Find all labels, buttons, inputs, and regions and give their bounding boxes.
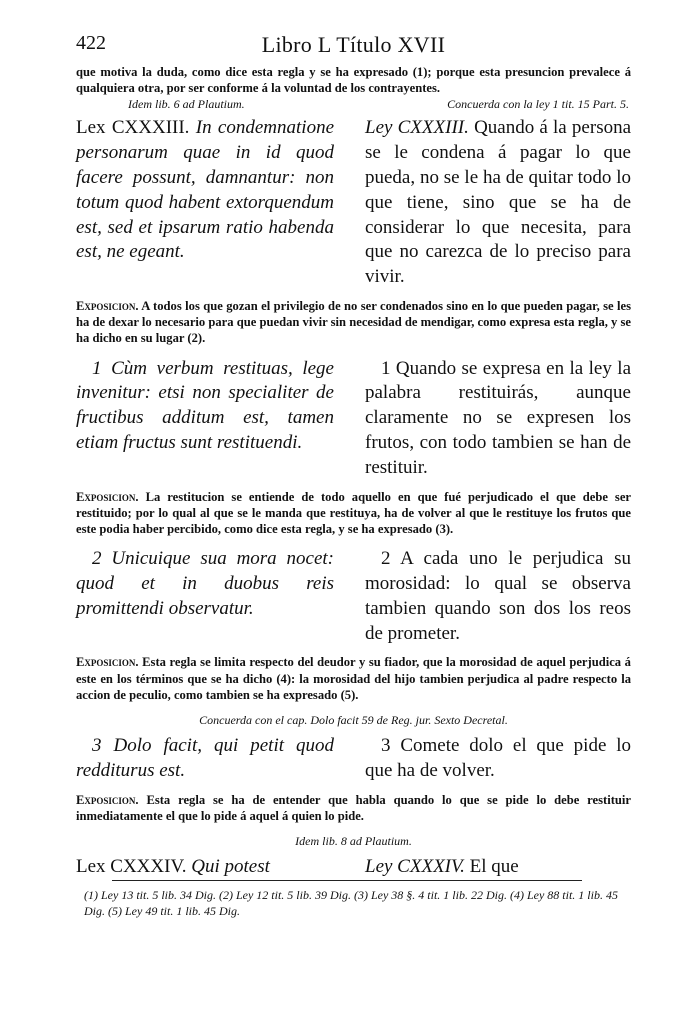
lex-heading: Lex CXXXIII. bbox=[76, 117, 190, 139]
spanish-body: Comete dolo el que pide lo que ha de volver. bbox=[365, 734, 632, 781]
rule-number: 2 bbox=[92, 548, 102, 570]
ley-heading: Ley CXXXIV. bbox=[365, 855, 465, 877]
exposicion-3 bbox=[76, 654, 631, 703]
running-title: Libro L Título XVII bbox=[261, 32, 446, 57]
concordance-row bbox=[76, 97, 631, 112]
exposicion-text: La restitucion se entiende de todo aquello en que fué perjudicado el que debe ser restituido; por lo qual al que se le manda que restituya, ha de volver al que le restituye los frutos que este podia haber percibido, como dice esta regla, y se ha expresado (3). bbox=[76, 489, 632, 536]
exposicion-label: Exposicion. bbox=[76, 792, 139, 807]
exposicion-2 bbox=[76, 489, 631, 538]
latin-body: In condemnatione personarum quae in id quod facere possunt, damnantur: non totum quod habent extorquendum est, sed et ipsarum ratio habenda est, ne egeant. bbox=[76, 117, 334, 263]
lex-134 bbox=[76, 855, 631, 880]
ley-heading: Ley CXXXIII. bbox=[365, 117, 469, 139]
rule-number: 1 bbox=[381, 357, 391, 379]
latin-text bbox=[76, 357, 334, 481]
lex-heading: Lex CXXXIV. bbox=[76, 855, 187, 877]
latin-body: Cùm verbum restituas, lege invenitur: etsi non specialiter de fructibus additum est, tamen etiam fructus sunt restituendi. bbox=[76, 357, 334, 453]
page-header bbox=[76, 30, 631, 64]
exposicion-label: Exposicion. bbox=[76, 655, 139, 670]
spanish-body: A cada uno le perjudica su morosidad: lo qual se observa tambien quando son dos los reos de prometer. bbox=[365, 548, 632, 644]
page-number: 422 bbox=[76, 32, 106, 54]
rule-2 bbox=[76, 547, 631, 646]
exposicion-label: Exposicion. bbox=[76, 298, 139, 313]
latin-text bbox=[76, 547, 334, 646]
concordance-citation: Concuerda con el cap. Dolo facit 59 de Reg. jur. Sexto Decretal. bbox=[199, 712, 508, 727]
spanish-text bbox=[365, 357, 631, 481]
exposicion-4 bbox=[76, 792, 631, 824]
latin-text bbox=[76, 855, 334, 880]
spanish-text bbox=[365, 855, 631, 880]
source-citation: Idem lib. 6 ad Plautium. bbox=[128, 97, 245, 112]
footnote-divider bbox=[112, 880, 582, 881]
latin-text bbox=[76, 116, 334, 290]
spanish-text bbox=[365, 734, 631, 784]
exposicion-text: Esta regla se ha de entender que habla quando lo que se pide lo debe restituir inmediatamente el que lo pide á aquel á quien lo pide. bbox=[76, 792, 632, 823]
exposicion-label: Exposicion. bbox=[76, 489, 139, 504]
page bbox=[76, 30, 631, 919]
exposicion-text: Esta regla se limita respecto del deudor y su fiador, que la morosidad de aquel perjudica á este en los términos que se ha dicho (4): la morosidad del hijo tambien perjudica al padre respecto la accion de peculio, como tambien se ha expresado (5). bbox=[76, 655, 631, 702]
rule-number: 3 bbox=[381, 734, 391, 756]
latin-body: Unicuique sua mora nocet: quod et in duobus reis promittendi observatur. bbox=[76, 548, 334, 619]
latin-body: Dolo facit, qui petit quod redditurus est. bbox=[76, 734, 334, 781]
concordance-citation: Concuerda con la ley 1 tit. 15 Part. 5. bbox=[447, 97, 629, 112]
exposicion-text: A todos los que gozan el privilegio de no ser condenados sino en lo que pueden pagar, se les ha de dexar lo necesario para que puedan vivir sin necesidad de mendigar, como expresa esta regla, y se ha dicho en su lugar (2). bbox=[76, 298, 631, 346]
rule-number: 1 bbox=[92, 357, 102, 379]
spanish-body: Quando á la persona se le condena á pagar lo que pueda, no se le ha de quitar todo lo que tiene, sino que se ha de considerar lo que necesita, para que no carezca de lo preciso para vivir. bbox=[365, 117, 632, 288]
spanish-text bbox=[365, 116, 631, 290]
intro-paragraph: que motiva la duda, como dice esta regla y se ha expresado (1); porque esta presuncion prevalece á qualquiera otra, por ser conforme á la voluntad de los contrayentes. bbox=[76, 65, 631, 96]
rule-1 bbox=[76, 357, 631, 481]
lex-133 bbox=[76, 116, 631, 290]
footnotes: (1) Ley 13 tit. 5 lib. 34 Dig. (2) Ley 12 tit. 5 lib. 39 Dig. (3) Ley 38 §. 4 tit. 1 lib. 22 Dig. (4) Ley 88 tit. 1 lib. 45 Dig. (5) Ley 49 tit. 1 lib. 45 Dig. bbox=[84, 887, 618, 918]
exposicion-1 bbox=[76, 298, 631, 347]
rule-number: 3 bbox=[92, 734, 102, 756]
spanish-body: Quando se expresa en la ley la palabra restituirás, aunque claramente no se expresen los frutos, con todo tambien se han de restituir. bbox=[365, 357, 631, 478]
latin-text bbox=[76, 734, 334, 784]
latin-body: Qui potest bbox=[191, 855, 270, 877]
rule-number: 2 bbox=[381, 548, 391, 570]
rule-3 bbox=[76, 734, 631, 784]
spanish-body: El que bbox=[469, 855, 519, 877]
spanish-text bbox=[365, 547, 631, 646]
source-citation: Idem lib. 8 ad Plautium. bbox=[295, 833, 412, 848]
